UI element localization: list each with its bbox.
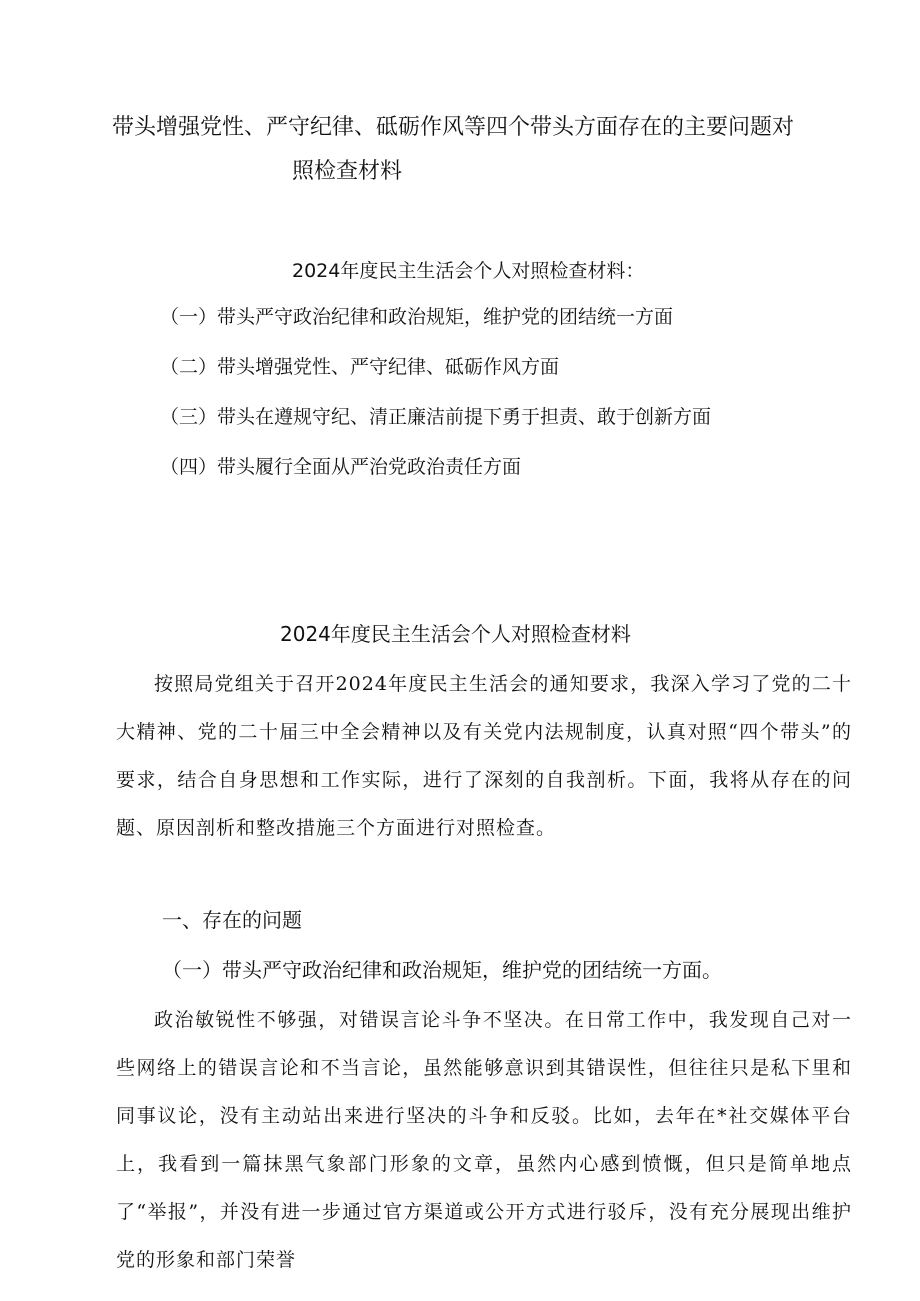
subsection-heading-political-discipline: （一）带头严守政治纪律和政治规矩，维护党的团结统一方面。 — [162, 958, 722, 982]
document-title-line-1: 带头增强党性、严守纪律、砥砺作风等四个带头方面存在的主要问题对 — [112, 115, 795, 140]
main-title: 2024年度民主生活会个人对照检查材料 — [280, 622, 631, 646]
subsection-paragraph: 政治敏锐性不够强，对错误言论斗争不坚决。在日常工作中，我发现自己对一些网络上的错误言论和不当言论，虽然能够意识到其错误性，但往往只是私下里和同事议论，没有主动站出来进行坚决的斗争和反驳。比如，去年在*社交媒体平台上，我看到一篇抹黑气象部门形象的文章，虽然内心感到愤慨，但只是简单地点了“举报”，并没有进一步通过官方渠道或公开方式进行驳斥，没有充分展现出维护党的形象和部门荣誉 — [116, 1009, 852, 1271]
toc-item: （二）带头增强党性、严守纪律、砥砺作风方面 — [160, 356, 560, 378]
document-title — [112, 106, 852, 194]
toc-item: （一）带头严守政治纪律和政治规矩，维护党的团结统一方面 — [160, 306, 674, 328]
toc-heading: 2024年度民主生活会个人对照检查材料： — [292, 260, 645, 282]
section-heading-problems: 一、存在的问题 — [162, 908, 302, 932]
document-title-line-2: 照检查材料 — [292, 159, 403, 184]
toc-list — [160, 302, 711, 502]
intro-paragraph: 按照局党组关于召开2024年度民主生活会的通知要求，我深入学习了党的二十大精神、党的二十届三中全会精神以及有关党内法规制度，认真对照“四个带头”的要求，结合自身思想和工作实际，进行了深刻的自我剖析。下面，我将从存在的问题、原因剖析和整改措施三个方面进行对照检查。 — [116, 673, 852, 839]
toc-item: （四）带头履行全面从严治党政治责任方面 — [160, 456, 522, 478]
toc-item: （三）带头在遵规守纪、清正廉洁前提下勇于担责、敢于创新方面 — [160, 406, 712, 428]
